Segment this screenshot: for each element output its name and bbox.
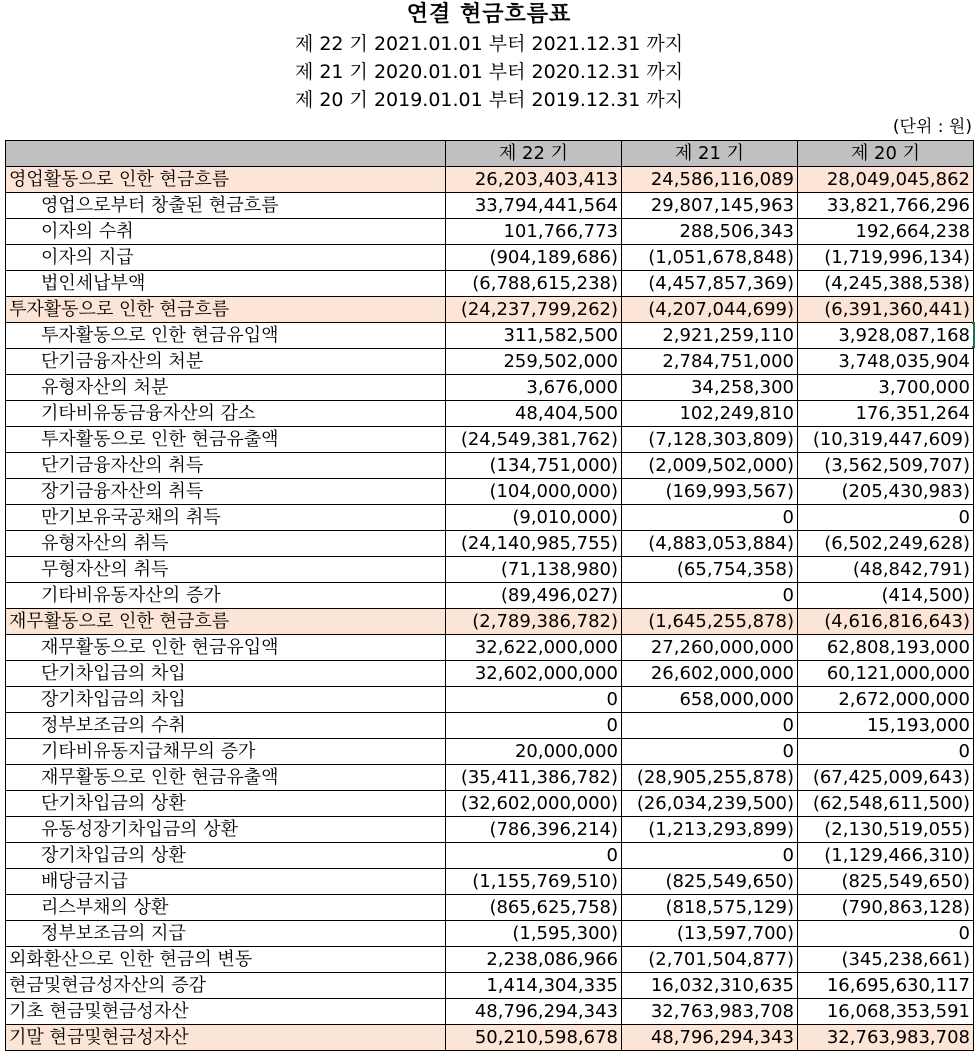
value-cell-period-20[interactable]: 3,748,035,904 (798, 349, 974, 375)
value-cell-period-20[interactable]: (345,238,661) (798, 947, 974, 973)
unit-label: (단위 : 원) (892, 117, 972, 137)
value-cell-period-20[interactable]: 0 (798, 505, 974, 531)
value-cell-period-21[interactable]: (4,207,044,699) (622, 297, 798, 323)
table-row (6, 739, 974, 765)
value-cell-period-20[interactable]: (6,502,249,628) (798, 531, 974, 557)
table-row (6, 505, 974, 531)
value-cell-period-21[interactable]: 24,586,116,089 (622, 167, 798, 193)
value-cell-period-21[interactable]: 2,784,751,000 (622, 349, 798, 375)
column-header-period-22[interactable]: 제 22 기 (446, 141, 622, 167)
value-cell-period-22[interactable]: 0 (446, 687, 622, 713)
value-cell-period-21[interactable]: 0 (622, 583, 798, 609)
row-label-cell[interactable]: 무형자산의 취득 (6, 557, 446, 583)
value-cell-period-20[interactable]: 16,695,630,117 (798, 973, 974, 999)
table-row (6, 999, 974, 1025)
value-cell-period-21[interactable]: (169,993,567) (622, 479, 798, 505)
value-cell-period-22[interactable]: 48,404,500 (446, 401, 622, 427)
row-label-cell[interactable]: 재무활동으로 인한 현금유출액 (6, 765, 446, 791)
value-cell-period-21[interactable]: 658,000,000 (622, 687, 798, 713)
value-cell-period-20[interactable]: (2,130,519,055) (798, 817, 974, 843)
value-cell-period-22[interactable]: 32,622,000,000 (446, 635, 622, 661)
table-row (6, 219, 974, 245)
value-cell-period-21[interactable]: (65,754,358) (622, 557, 798, 583)
table-row (6, 245, 974, 271)
row-label-cell[interactable]: 재무활동으로 인한 현금유입액 (6, 635, 446, 661)
value-cell-period-22[interactable]: 1,414,304,335 (446, 973, 622, 999)
value-cell-period-21[interactable]: (1,213,293,899) (622, 817, 798, 843)
table-row (6, 453, 974, 479)
value-cell-period-21[interactable]: 34,258,300 (622, 375, 798, 401)
value-cell-period-20[interactable]: 2,672,000,000 (798, 687, 974, 713)
row-label-cell[interactable]: 외화환산으로 인한 현금의 변동 (6, 947, 446, 973)
value-cell-period-20[interactable]: (825,549,650) (798, 869, 974, 895)
value-cell-period-21[interactable]: 2,921,259,110 (622, 323, 798, 349)
row-label-cell[interactable]: 기타비유동지급채무의 증가 (6, 739, 446, 765)
cash-flow-table (5, 140, 974, 1051)
value-cell-period-22[interactable]: (89,496,027) (446, 583, 622, 609)
value-cell-period-22[interactable]: 26,203,403,413 (446, 167, 622, 193)
value-cell-period-21[interactable]: (2,701,504,877) (622, 947, 798, 973)
value-cell-period-20[interactable]: 192,664,238 (798, 219, 974, 245)
value-cell-period-21[interactable]: (28,905,255,878) (622, 765, 798, 791)
value-cell-period-21[interactable]: (7,128,303,809) (622, 427, 798, 453)
row-label-cell[interactable]: 단기차입금의 상환 (6, 791, 446, 817)
row-label-cell[interactable]: 투자활동으로 인한 현금유입액 (6, 323, 446, 349)
table-row (6, 271, 974, 297)
value-cell-period-21[interactable]: 27,260,000,000 (622, 635, 798, 661)
row-label-cell[interactable]: 이자의 수취 (6, 219, 446, 245)
value-cell-period-21[interactable]: 16,032,310,635 (622, 973, 798, 999)
value-cell-period-20[interactable]: (67,425,009,643) (798, 765, 974, 791)
value-cell-period-21[interactable]: 32,763,983,708 (622, 999, 798, 1025)
table-row (6, 687, 974, 713)
value-cell-period-22[interactable]: (24,140,985,755) (446, 531, 622, 557)
value-cell-period-21[interactable]: (4,457,857,369) (622, 271, 798, 297)
value-cell-period-21[interactable]: (2,009,502,000) (622, 453, 798, 479)
value-cell-period-20[interactable]: 0 (798, 921, 974, 947)
table-row (6, 869, 974, 895)
row-label-cell[interactable]: 단기금융자산의 처분 (6, 349, 446, 375)
value-cell-period-20[interactable]: (48,842,791) (798, 557, 974, 583)
table-body (6, 167, 974, 1051)
value-cell-period-20[interactable]: 3,928,087,168 (798, 323, 974, 349)
cell-selection-marker (972, 322, 975, 348)
row-label-cell[interactable]: 정부보조금의 수취 (6, 713, 446, 739)
value-cell-period-20[interactable]: 32,763,983,708 (798, 1025, 974, 1051)
statement-title: 연결 현금흐름표 (406, 2, 572, 27)
value-cell-period-20[interactable]: 28,049,045,862 (798, 167, 974, 193)
value-cell-period-20[interactable]: 15,193,000 (798, 713, 974, 739)
value-cell-period-21[interactable]: (818,575,129) (622, 895, 798, 921)
value-cell-period-20[interactable]: (205,430,983) (798, 479, 974, 505)
row-label-cell[interactable]: 법인세납부액 (6, 271, 446, 297)
table-row (6, 375, 974, 401)
value-cell-period-20[interactable]: (6,391,360,441) (798, 297, 974, 323)
value-cell-period-20[interactable]: 62,808,193,000 (798, 635, 974, 661)
period-line-20: 제 20 기 2019.01.01 부터 2019.12.31 까지 (294, 89, 684, 111)
value-cell-period-22[interactable]: (865,625,758) (446, 895, 622, 921)
table-row (6, 609, 974, 635)
value-cell-period-22[interactable]: 259,502,000 (446, 349, 622, 375)
row-label-cell[interactable]: 기타비유동금융자산의 감소 (6, 401, 446, 427)
table-row (6, 349, 974, 375)
row-label-cell[interactable]: 배당금지급 (6, 869, 446, 895)
value-cell-period-20[interactable]: (790,863,128) (798, 895, 974, 921)
row-label-cell[interactable]: 유형자산의 처분 (6, 375, 446, 401)
value-cell-period-22[interactable]: (1,155,769,510) (446, 869, 622, 895)
row-label-cell[interactable]: 이자의 지급 (6, 245, 446, 271)
value-cell-period-21[interactable]: 0 (622, 739, 798, 765)
value-cell-period-22[interactable]: 20,000,000 (446, 739, 622, 765)
table-row (6, 895, 974, 921)
value-cell-period-22[interactable]: (24,549,381,762) (446, 427, 622, 453)
value-cell-period-22[interactable]: 101,766,773 (446, 219, 622, 245)
value-cell-period-22[interactable]: (71,138,980) (446, 557, 622, 583)
table-row (6, 947, 974, 973)
value-cell-period-21[interactable]: 48,796,294,343 (622, 1025, 798, 1051)
value-cell-period-21[interactable]: (1,645,255,878) (622, 609, 798, 635)
table-row (6, 297, 974, 323)
row-label-cell[interactable]: 단기금융자산의 취득 (6, 453, 446, 479)
value-cell-period-22[interactable]: (104,000,000) (446, 479, 622, 505)
value-cell-period-22[interactable]: (904,189,686) (446, 245, 622, 271)
value-cell-period-22[interactable]: 48,796,294,343 (446, 999, 622, 1025)
value-cell-period-20[interactable]: (62,548,611,500) (798, 791, 974, 817)
table-row (6, 843, 974, 869)
value-cell-period-21[interactable]: 0 (622, 843, 798, 869)
row-label-cell[interactable]: 유형자산의 취득 (6, 531, 446, 557)
row-label-cell[interactable]: 현금및현금성자산의 증감 (6, 973, 446, 999)
value-cell-period-20[interactable]: 3,700,000 (798, 375, 974, 401)
value-cell-period-22[interactable]: 0 (446, 713, 622, 739)
value-cell-period-21[interactable]: (1,051,678,848) (622, 245, 798, 271)
value-cell-period-22[interactable]: 2,238,086,966 (446, 947, 622, 973)
value-cell-period-22[interactable]: 32,602,000,000 (446, 661, 622, 687)
column-header-period-21[interactable]: 제 21 기 (622, 141, 798, 167)
table-row (6, 401, 974, 427)
value-cell-period-20[interactable]: (4,616,816,643) (798, 609, 974, 635)
value-cell-period-20[interactable]: (1,719,996,134) (798, 245, 974, 271)
table-row (6, 193, 974, 219)
value-cell-period-22[interactable]: (24,237,799,262) (446, 297, 622, 323)
value-cell-period-21[interactable]: 288,506,343 (622, 219, 798, 245)
table-row (6, 167, 974, 193)
value-cell-period-22[interactable]: 3,676,000 (446, 375, 622, 401)
value-cell-period-22[interactable]: (786,396,214) (446, 817, 622, 843)
value-cell-period-20[interactable]: (3,562,509,707) (798, 453, 974, 479)
value-cell-period-22[interactable]: 311,582,500 (446, 323, 622, 349)
table-row (6, 583, 974, 609)
row-label-cell[interactable]: 영업으로부터 창출된 현금흐름 (6, 193, 446, 219)
table-row (6, 661, 974, 687)
value-cell-period-20[interactable]: 33,821,766,296 (798, 193, 974, 219)
row-label-cell[interactable]: 장기차입금의 상환 (6, 843, 446, 869)
value-cell-period-22[interactable]: (2,789,386,782) (446, 609, 622, 635)
value-cell-period-20[interactable]: (1,129,466,310) (798, 843, 974, 869)
row-label-cell[interactable]: 단기차입금의 차입 (6, 661, 446, 687)
table-row (6, 817, 974, 843)
row-label-cell[interactable]: 만기보유국공채의 취득 (6, 505, 446, 531)
table-row (6, 713, 974, 739)
value-cell-period-22[interactable]: 33,794,441,564 (446, 193, 622, 219)
value-cell-period-22[interactable]: (32,602,000,000) (446, 791, 622, 817)
row-label-cell[interactable]: 재무활동으로 인한 현금흐름 (6, 609, 446, 635)
value-cell-period-20[interactable]: (414,500) (798, 583, 974, 609)
row-label-cell[interactable]: 투자활동으로 인한 현금흐름 (6, 297, 446, 323)
value-cell-period-22[interactable]: (35,411,386,782) (446, 765, 622, 791)
row-label-cell[interactable]: 정부보조금의 지급 (6, 921, 446, 947)
period-line-22: 제 22 기 2021.01.01 부터 2021.12.31 까지 (294, 33, 684, 55)
value-cell-period-22[interactable]: (9,010,000) (446, 505, 622, 531)
value-cell-period-20[interactable]: 0 (798, 739, 974, 765)
table-row (6, 1025, 974, 1051)
row-label-cell[interactable]: 장기차입금의 차입 (6, 687, 446, 713)
table-row (6, 635, 974, 661)
table-row (6, 921, 974, 947)
value-cell-period-20[interactable]: 176,351,264 (798, 401, 974, 427)
value-cell-period-20[interactable]: 60,121,000,000 (798, 661, 974, 687)
column-header-label[interactable] (6, 141, 446, 167)
value-cell-period-22[interactable]: 50,210,598,678 (446, 1025, 622, 1051)
table-row (6, 973, 974, 999)
value-cell-period-21[interactable]: 0 (622, 505, 798, 531)
table-row (6, 791, 974, 817)
table-row (6, 479, 974, 505)
value-cell-period-21[interactable]: 29,807,145,963 (622, 193, 798, 219)
row-label-cell[interactable]: 영업활동으로 인한 현금흐름 (6, 167, 446, 193)
table-row (6, 557, 974, 583)
column-header-period-20[interactable]: 제 20 기 (798, 141, 974, 167)
table-row (6, 531, 974, 557)
value-cell-period-22[interactable]: (1,595,300) (446, 921, 622, 947)
row-label-cell[interactable]: 장기금융자산의 취득 (6, 479, 446, 505)
value-cell-period-22[interactable]: (6,788,615,238) (446, 271, 622, 297)
value-cell-period-22[interactable]: 0 (446, 843, 622, 869)
value-cell-period-21[interactable]: (13,597,700) (622, 921, 798, 947)
value-cell-period-21[interactable]: (26,034,239,500) (622, 791, 798, 817)
row-label-cell[interactable]: 기말 현금및현금성자산 (6, 1025, 446, 1051)
value-cell-period-20[interactable]: 16,068,353,591 (798, 999, 974, 1025)
period-line-21: 제 21 기 2020.01.01 부터 2020.12.31 까지 (294, 61, 684, 83)
table-row (6, 427, 974, 453)
value-cell-period-20[interactable]: (4,245,388,538) (798, 271, 974, 297)
row-label-cell[interactable]: 유동성장기차입금의 상환 (6, 817, 446, 843)
value-cell-period-21[interactable]: (4,883,053,884) (622, 531, 798, 557)
value-cell-period-21[interactable]: 0 (622, 713, 798, 739)
value-cell-period-21[interactable]: 102,249,810 (622, 401, 798, 427)
table-row (6, 323, 974, 349)
value-cell-period-21[interactable]: (825,549,650) (622, 869, 798, 895)
value-cell-period-21[interactable]: 26,602,000,000 (622, 661, 798, 687)
value-cell-period-22[interactable]: (134,751,000) (446, 453, 622, 479)
row-label-cell[interactable]: 투자활동으로 인한 현금유출액 (6, 427, 446, 453)
row-label-cell[interactable]: 기타비유동자산의 증가 (6, 583, 446, 609)
row-label-cell[interactable]: 기초 현금및현금성자산 (6, 999, 446, 1025)
table-header-row (6, 141, 974, 167)
table-row (6, 765, 974, 791)
row-label-cell[interactable]: 리스부채의 상환 (6, 895, 446, 921)
value-cell-period-20[interactable]: (10,319,447,609) (798, 427, 974, 453)
